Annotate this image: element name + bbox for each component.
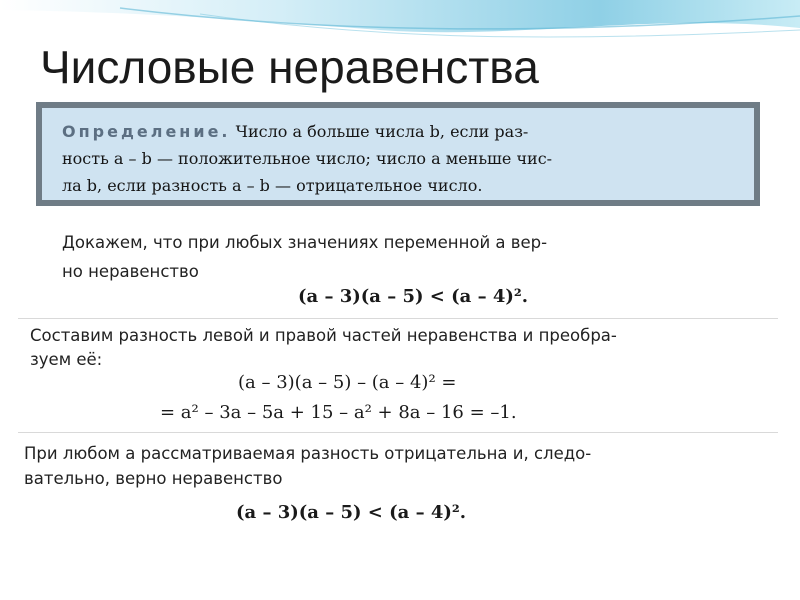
definition-word: Определение. bbox=[62, 122, 231, 141]
definition-line-2: ность а – b — положительное число; число а меньше чис- bbox=[62, 149, 553, 168]
divider-2 bbox=[18, 432, 778, 433]
difference-formula-1: (a – 3)(a – 5) – (a – 4)² = bbox=[238, 372, 457, 393]
conclusion-line-1: При любом а рассматриваемая разность отрицательна и, следо- bbox=[24, 444, 592, 463]
difference-formula-2: = a² – 3a – 5a + 15 – a² + 8a – 16 = –1. bbox=[160, 402, 517, 423]
definition-line-1: Число а больше числа b, если раз- bbox=[235, 122, 529, 141]
definition-line-3: ла b, если разность а – b — отрицательное число. bbox=[62, 176, 483, 195]
final-inequality: (a – 3)(a – 5) < (a – 4)². bbox=[236, 502, 467, 523]
divider-1 bbox=[18, 318, 778, 319]
main-inequality: (a – 3)(a – 5) < (a – 4)². bbox=[298, 286, 529, 307]
compose-line-2: зуем её: bbox=[30, 350, 103, 369]
definition-text bbox=[62, 118, 742, 199]
proof-intro-line-2: но неравенство bbox=[62, 262, 199, 281]
conclusion-line-2: вательно, верно неравенство bbox=[24, 469, 283, 488]
compose-line-1: Составим разность левой и правой частей неравенства и преобра- bbox=[30, 326, 617, 345]
proof-intro-line-1: Докажем, что при любых значениях переменной а вер- bbox=[62, 233, 548, 252]
definition-box bbox=[36, 102, 760, 206]
slide-title: Числовые неравенства bbox=[40, 41, 539, 93]
